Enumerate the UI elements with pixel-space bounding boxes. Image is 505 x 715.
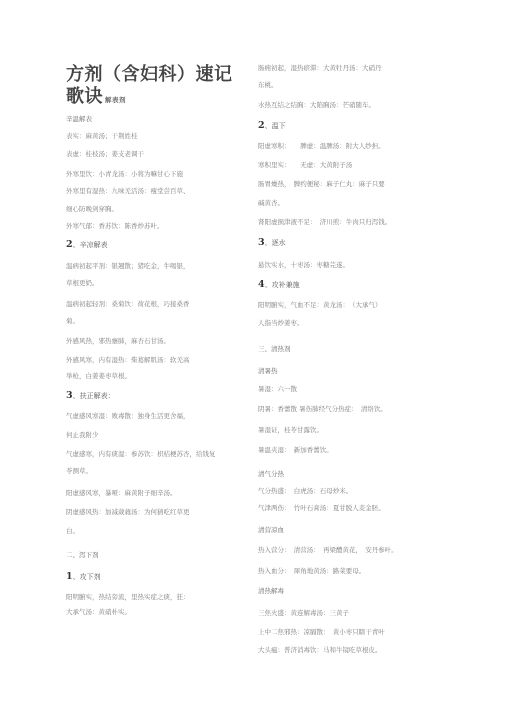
text-line: 细心防晚剑穿胸。 <box>66 205 118 213</box>
text-line: 外寒里饮：小青龙汤：小将为嘛甘心下施 <box>66 170 183 178</box>
text-line: 气分热盛： 白虎汤：石母炒米。 <box>258 487 353 495</box>
section-heading: 4、攻补兼施 <box>258 279 300 290</box>
text-line: 碱黄杏。 <box>258 199 284 207</box>
text-line: 人指当炒姜枣。 <box>258 319 304 327</box>
text-line: 三焦火盛：黄连解毒汤：三黄子 <box>258 609 349 617</box>
text-line: 举枪，白姜姜枣草根。 <box>66 372 131 380</box>
text-line: 大承气汤：黄硝朴实。 <box>66 608 131 616</box>
title-block <box>66 64 236 111</box>
text-line: 表虚：桂枝汤；姜支老调干 <box>66 150 144 158</box>
text-line: 阳明腑实，热结旁流，里热实症之痰，狂： <box>66 593 190 601</box>
category-heading: 辛温解表 <box>66 115 92 123</box>
text-line: 外寒里有湿热：九味羌活汤：瘦堂尝百草、 <box>66 187 190 195</box>
text-line: 温病初起平剂：银翘散；猪吃金，牛喝银， <box>66 262 190 270</box>
section-heading: 3、扶正解表： <box>66 390 115 401</box>
category-heading: 清营凉血 <box>258 526 284 534</box>
text-line: 何止我附少 <box>66 431 99 439</box>
text-line: 热入营分： 清营汤： 再梁醴黄花， 安丹参叶。 <box>258 546 398 554</box>
text-line: 气虚感风寒湿：败毒散：独身生活更舍福， <box>66 412 190 420</box>
text-line: 白。 <box>66 527 79 535</box>
text-line: 温病初起轻剂：桑菊饮：荷花根，巧接桑香 <box>66 300 190 308</box>
category-heading: 清气分热 <box>258 470 284 478</box>
text-line: 阴虚感风热：加减葳蕤汤：为何猜吃红草更 <box>66 508 190 516</box>
section-heading: 3、逐水 <box>258 237 286 248</box>
text-line: 悬饮实水，十枣汤：枣糖芫遂。 <box>258 261 349 269</box>
text-line: 外感风寒，内有湿热：柴葛解肌汤：软羌高 <box>66 356 190 364</box>
text-line: 大头瘟：普济消毒饮：马和牛镜吃草根皮。 <box>258 646 382 654</box>
text-line: 肾阳虚损津液不足： 济川煎：牛肉只归泻钱。 <box>258 218 392 226</box>
text-line: 表实：麻黄汤；干荆姓桂 <box>66 132 138 140</box>
text-line: 暑湿：六一散 <box>258 385 297 393</box>
text-line: 阳明腑实，气血不足：黄龙汤： （大承气） <box>258 301 382 309</box>
text-line: 暑温夹湿： 新加香薷饮。 <box>258 446 333 454</box>
category-heading: 清热解毒 <box>258 587 284 595</box>
section-heading: 2、温下 <box>258 120 286 131</box>
text-line: 气津两伤： 竹叶石膏汤：夏甘脱人麦金胚。 <box>258 504 385 512</box>
text-line: 热入血分： 犀角地黄汤：路菜要母。 <box>258 567 366 575</box>
category-heading: 三、清热剂 <box>258 345 291 353</box>
text-line: 菊。 <box>66 317 79 325</box>
section-heading: 2、辛凉解表 <box>66 239 108 250</box>
text-line: 气虚感寒，内有痰湿：参苏饮：枳桔梗苏杏，给钱复 <box>66 450 216 458</box>
text-line: 阴暑：香薷散 暑伤肺经气分热症： 清络饮。 <box>258 405 387 413</box>
text-line: 草根更奶。 <box>66 279 99 287</box>
text-line: 水热互结之结胸：大陷胸汤：芒硝随车。 <box>258 101 375 109</box>
text-line: 寒积里实： 无虚：大黄附子汤 <box>258 161 353 169</box>
category-heading: 清暑热 <box>258 367 278 375</box>
text-line: 肠胃燥热， 脾约便秘：麻子仁丸：麻子只要 <box>258 180 385 188</box>
text-line: 东桃。 <box>258 81 278 89</box>
text-line: 苓测草。 <box>66 467 92 475</box>
text-line: 上中二焦邪热：凉膈散： 黄小枣只瞎干青叶 <box>258 628 385 636</box>
text-line: 外感风热，邪热壅肺，麻杏石甘汤。 <box>66 337 170 345</box>
category-heading: 二、泻下剂 <box>66 551 99 559</box>
text-line: 外寒气郁：香苏饮：陈香炒苏叶。 <box>66 222 164 230</box>
section-heading: 1、攻下剂 <box>66 571 101 582</box>
text-line: 阳虚寒积： 脾虚：温脾汤：附大人纱担。 <box>258 142 385 150</box>
page-title: 方剂（含妇科）速记歌诀 解表剂 <box>66 64 233 107</box>
section-subtitle: 解表剂 <box>105 96 126 104</box>
text-line: 肠痈初起，湿热瘀滞：大黄牡丹汤：大硝丹 <box>258 64 382 72</box>
text-line: 暑湿证，桂苓甘露饮。 <box>258 426 323 434</box>
text-line: 阳虚感风寒，暴哑：麻黄附子细辛汤。 <box>66 489 177 497</box>
